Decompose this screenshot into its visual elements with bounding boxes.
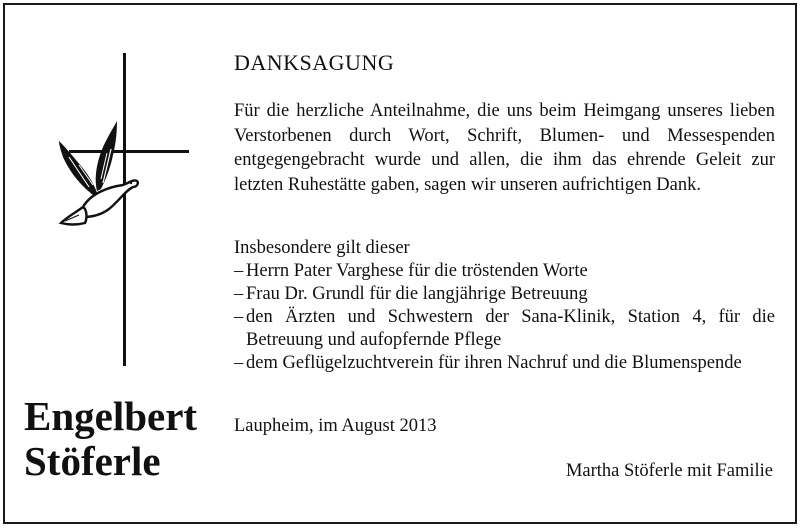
notice-body-paragraph: Für die herzliche Anteilnahme, die uns beim Heimgang unseres lieben Verstorbenen durch Wort, Schrift, Blumen- und Messespenden entgegengebracht wurde und allen, die ihm das ehrende Geleit zur letzten Ruhestätte gaben, sagen wir unseren aufrichtigen Dank. <box>234 101 775 195</box>
thanks-list <box>234 260 775 375</box>
list-item-text: Herrn Pater Varghese für die tröstenden Worte <box>246 261 588 281</box>
obituary-notice <box>3 3 797 524</box>
deceased-last-name: Stöferle <box>24 438 161 484</box>
list-dash: – <box>234 284 244 304</box>
list-item <box>234 283 775 306</box>
notice-title: DANKSAGUNG <box>234 50 395 75</box>
list-dash: – <box>234 353 244 373</box>
list-dash: – <box>234 307 244 327</box>
dove-icon <box>53 113 143 233</box>
notice-body <box>234 99 775 197</box>
place-date: Laupheim, im August 2013 <box>234 416 437 436</box>
list-item <box>234 306 775 352</box>
list-item-text: Frau Dr. Grundl für die langjährige Betreuung <box>246 284 588 304</box>
signature: Martha Stöferle mit Familie <box>565 461 773 481</box>
list-item <box>234 260 775 283</box>
list-item-text: den Ärzten und Schwestern der Sana-Klinik, Station 4, für die Betreuung und aufopfernde Pflege <box>246 307 775 350</box>
deceased-name <box>24 394 197 484</box>
deceased-first-name: Engelbert <box>24 393 198 439</box>
notice-lead: Insbesondere gilt dieser <box>234 238 410 258</box>
list-item-text: dem Geflügelzuchtverein für ihren Nachruf und die Blumenspende <box>246 353 742 373</box>
list-dash: – <box>234 261 244 281</box>
list-item <box>234 352 775 375</box>
